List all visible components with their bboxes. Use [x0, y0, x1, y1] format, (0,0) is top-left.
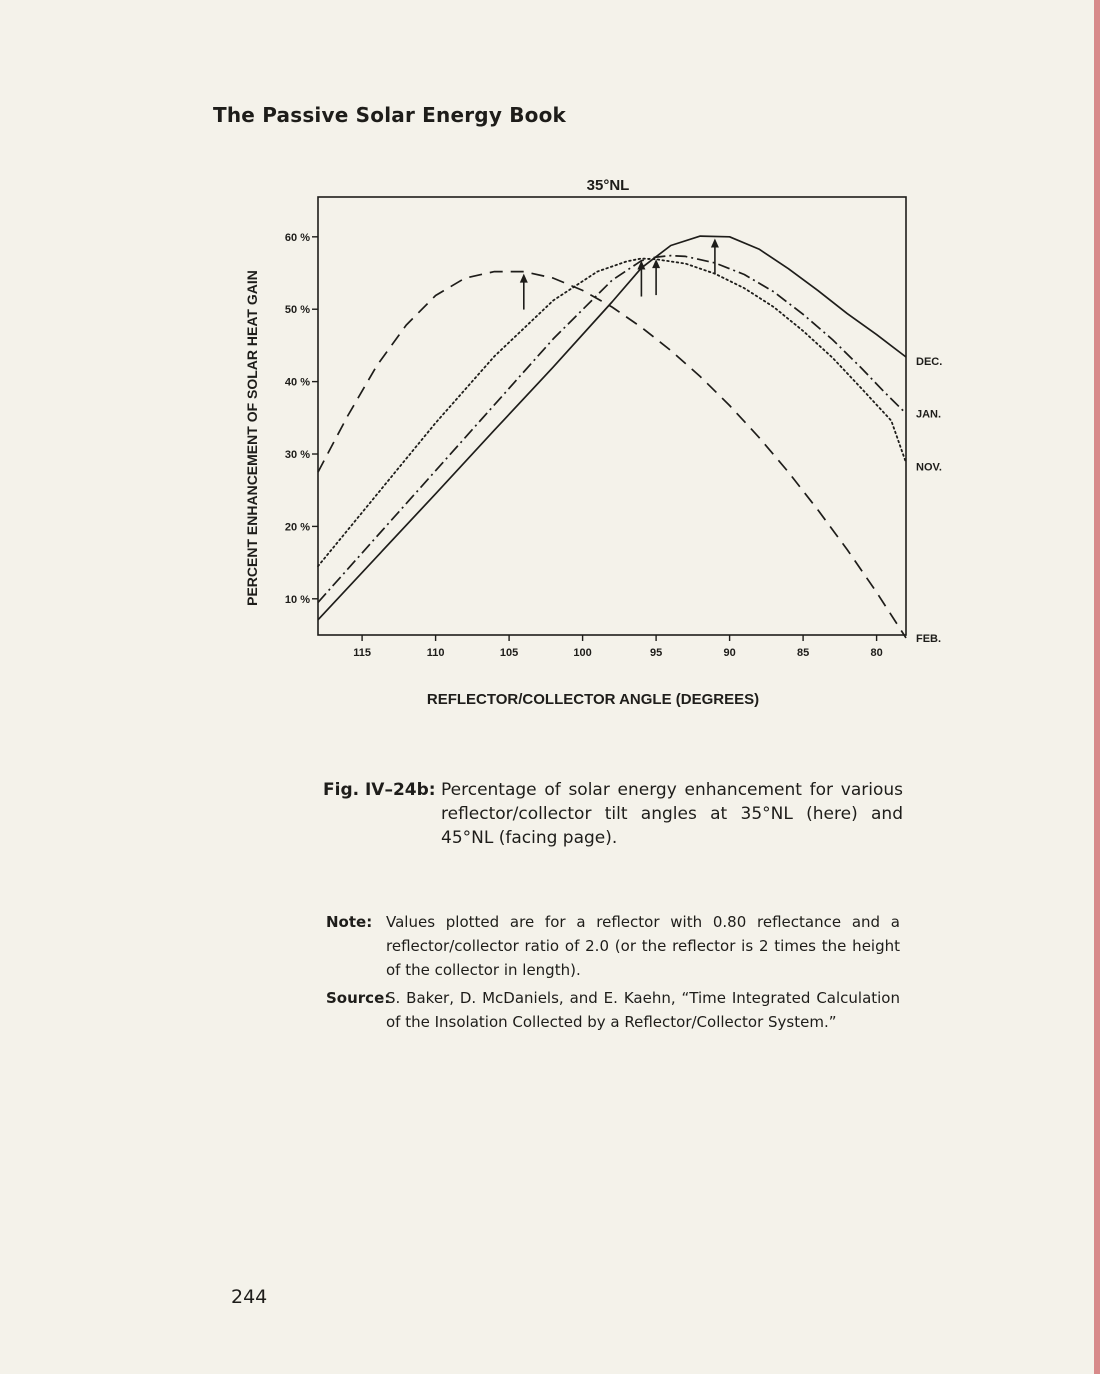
peak-arrow-head — [711, 238, 719, 247]
source-label: Source: — [326, 989, 391, 1007]
series-label-jan: JAN. — [916, 408, 942, 421]
x-tick-label: 80 — [870, 647, 883, 659]
x-tick-label: 115 — [353, 647, 371, 659]
y-tick-label: 20 % — [284, 521, 310, 534]
y-axis-label: PERCENT ENHANCEMENT OF SOLAR HEAT GAIN — [244, 270, 260, 606]
x-tick-label: 110 — [426, 647, 445, 659]
y-tick-label: 50 % — [284, 304, 310, 317]
note — [326, 910, 900, 982]
peak-arrow-head — [520, 274, 528, 283]
y-tick-label: 10 % — [284, 593, 310, 606]
series-line-dec — [318, 236, 906, 620]
y-axis — [285, 232, 318, 606]
y-tick-label: 30 % — [284, 449, 310, 462]
chart-title: 35°NL — [586, 177, 630, 194]
source — [326, 986, 900, 1034]
series-label-nov: NOV. — [916, 461, 942, 474]
note-text: Values plotted are for a reflector with 0.80 reflectance and a reflector/collector ratio of 2.0 (or the reflector is 2 times the height of the collector in length). — [386, 913, 900, 979]
series-line-nov — [318, 259, 906, 567]
series-label-feb: FEB. — [916, 632, 942, 645]
series-labels — [916, 356, 942, 645]
x-axis — [353, 635, 883, 659]
source-text: S. Baker, D. McDaniels, and E. Kaehn, “Time Integrated Calculation of the Insolation Collected by a Reflector/Collector System.” — [386, 989, 900, 1031]
x-axis-label: REFLECTOR/COLLECTOR ANGLE (DEGREES) — [426, 691, 760, 708]
running-head: The Passive Solar Energy Book — [213, 103, 567, 127]
page-number: 244 — [231, 1286, 268, 1308]
caption-label: Fig. IV–24b: — [323, 780, 436, 800]
x-tick-label: 105 — [499, 647, 519, 659]
y-tick-label: 60 % — [284, 231, 310, 244]
figure-caption — [323, 778, 903, 850]
series-label-dec: DEC. — [916, 355, 943, 368]
y-tick-label: 40 % — [284, 376, 310, 389]
caption-text: Percentage of solar energy enhancement for various reflector/collector tilt angles at 35°NL (here) and 45°NL (facing page). — [441, 780, 903, 848]
plot-frame — [318, 197, 906, 635]
series-layer — [318, 236, 906, 638]
x-tick-label: 100 — [573, 647, 592, 659]
x-tick-label: 85 — [796, 647, 810, 659]
x-tick-label: 90 — [723, 647, 736, 659]
note-label: Note: — [326, 913, 373, 931]
x-tick-label: 95 — [649, 647, 663, 659]
peak-markers — [520, 238, 719, 309]
